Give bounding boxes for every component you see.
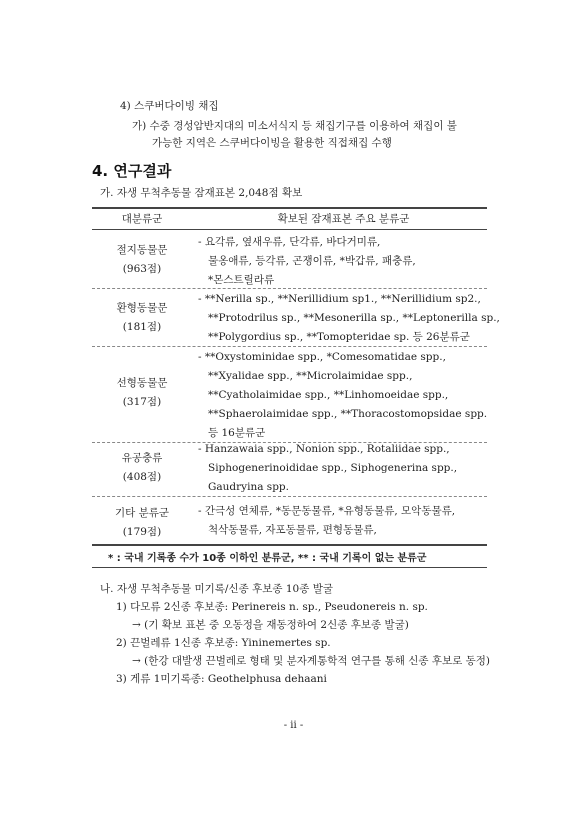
row-category bbox=[92, 504, 192, 542]
taxa-line: - **Oxystominidae spp., *Comesomatidae spp., bbox=[198, 351, 446, 363]
row-category bbox=[92, 449, 192, 487]
item-1: 1) 다모류 2신종 후보종: Perinereis n. sp., Pseudonereis n. sp. bbox=[116, 601, 428, 613]
row-category bbox=[92, 299, 192, 337]
row-category-name: 환형동물문 bbox=[116, 302, 168, 314]
row-category-count: (317점) bbox=[122, 396, 162, 408]
taxa-line: Gaudryina spp. bbox=[208, 481, 289, 493]
taxa-line: **Cyatholaimidae spp., **Linhomoeidae spp., bbox=[208, 389, 449, 401]
taxa-line: **Polygordius sp., **Tomopteridae sp. 등 26분류군 bbox=[208, 331, 470, 343]
row-category-name: 기타 분류군 bbox=[114, 507, 170, 519]
taxa-line: **Xyalidae spp., **Microlaimidae spp., bbox=[208, 370, 413, 382]
row-taxa bbox=[198, 233, 416, 290]
row-category bbox=[92, 241, 192, 279]
row-category-name: 유공충류 bbox=[121, 452, 163, 464]
row-taxa bbox=[198, 348, 487, 443]
scuba-heading: 4) 스쿠버다이빙 채집 bbox=[120, 100, 219, 112]
row-category-name: 절지동물문 bbox=[116, 244, 168, 256]
row-category-count: (963점) bbox=[122, 263, 162, 275]
table-top-rule bbox=[92, 207, 487, 209]
row-taxa bbox=[198, 440, 457, 497]
row-category-name: 선형동물문 bbox=[116, 377, 168, 389]
row-category bbox=[92, 374, 192, 412]
item-3: 3) 게류 1미기록종: Geothelphusa dehaani bbox=[116, 673, 327, 685]
header-category: 대분류군 bbox=[121, 213, 163, 225]
subsection-a-title: 가. 자생 무척추동물 잠재표본 2,048점 확보 bbox=[100, 187, 303, 199]
subsection-b-title: 나. 자생 무척추동물 미기록/신종 후보종 10종 발굴 bbox=[100, 583, 333, 595]
section-title: 4. 연구결과 bbox=[92, 162, 172, 180]
taxa-line: **Sphaerolaimidae spp., **Thoracostomopsidae spp. bbox=[208, 408, 488, 420]
row-divider bbox=[92, 346, 487, 347]
row-category-count: (179점) bbox=[122, 526, 162, 538]
row-taxa bbox=[198, 290, 500, 347]
taxa-line: *몬스트릴라류 bbox=[208, 274, 275, 286]
taxa-line: - **Nerilla sp., **Nerillidium sp1., **Nerillidium sp2., bbox=[198, 293, 481, 305]
header-taxa: 확보된 잠재표본 주요 분류군 bbox=[277, 213, 410, 225]
page-number: - ii - bbox=[283, 720, 304, 731]
item-2: 2) 끈벌레류 1신종 후보종: Yininemertes sp. bbox=[116, 637, 331, 649]
scuba-line-2: 가능한 지역은 스쿠버다이빙을 활용한 직접채집 수행 bbox=[152, 137, 392, 149]
taxa-line: 물옹애류, 등각류, 곤쟁이류, *박갑류, 패충류, bbox=[208, 255, 416, 267]
row-taxa bbox=[198, 502, 455, 540]
row-category-count: (408점) bbox=[122, 471, 162, 483]
taxa-line: Siphogenerinoididae spp., Siphogenerina spp., bbox=[208, 462, 458, 474]
taxa-line: 척삭동물류, 자포동물류, 편형동물류, bbox=[208, 524, 377, 536]
table-bottom-rule bbox=[92, 544, 487, 546]
row-divider bbox=[92, 496, 487, 497]
footnote-rule bbox=[92, 567, 487, 568]
item-1-note: → (기 확보 표본 중 오동정을 재동정하여 2신종 후보종 발굴) bbox=[132, 619, 409, 631]
row-category-count: (181점) bbox=[122, 321, 162, 333]
header-rule bbox=[92, 229, 487, 230]
scuba-line-1: 가) 수중 경성암반지대의 미소서식지 등 채집기구를 이용하여 채집이 불 bbox=[132, 120, 457, 132]
table-footnote: * : 국내 기록종 수가 10종 이하인 분류군, ** : 국내 기록이 없는 분류군 bbox=[108, 553, 427, 564]
item-2-note: → (한강 대발생 끈벌레로 형태 및 분자계통학적 연구를 통해 신종 후보로 동정) bbox=[132, 655, 490, 667]
taxa-line: 등 16분류군 bbox=[208, 427, 266, 439]
taxa-line: **Protodrilus sp., **Mesonerilla sp., **Leptonerilla sp., bbox=[208, 312, 500, 324]
taxa-line: - 요각류, 옆새우류, 단각류, 바다거미류, bbox=[198, 236, 381, 248]
taxa-line: - Hanzawaia spp., Nonion spp., Rotaliidae spp., bbox=[198, 443, 450, 455]
row-divider bbox=[92, 288, 487, 289]
taxa-line: - 간극성 연체류, *동문동물류, *유형동물류, 모악동물류, bbox=[198, 505, 456, 517]
